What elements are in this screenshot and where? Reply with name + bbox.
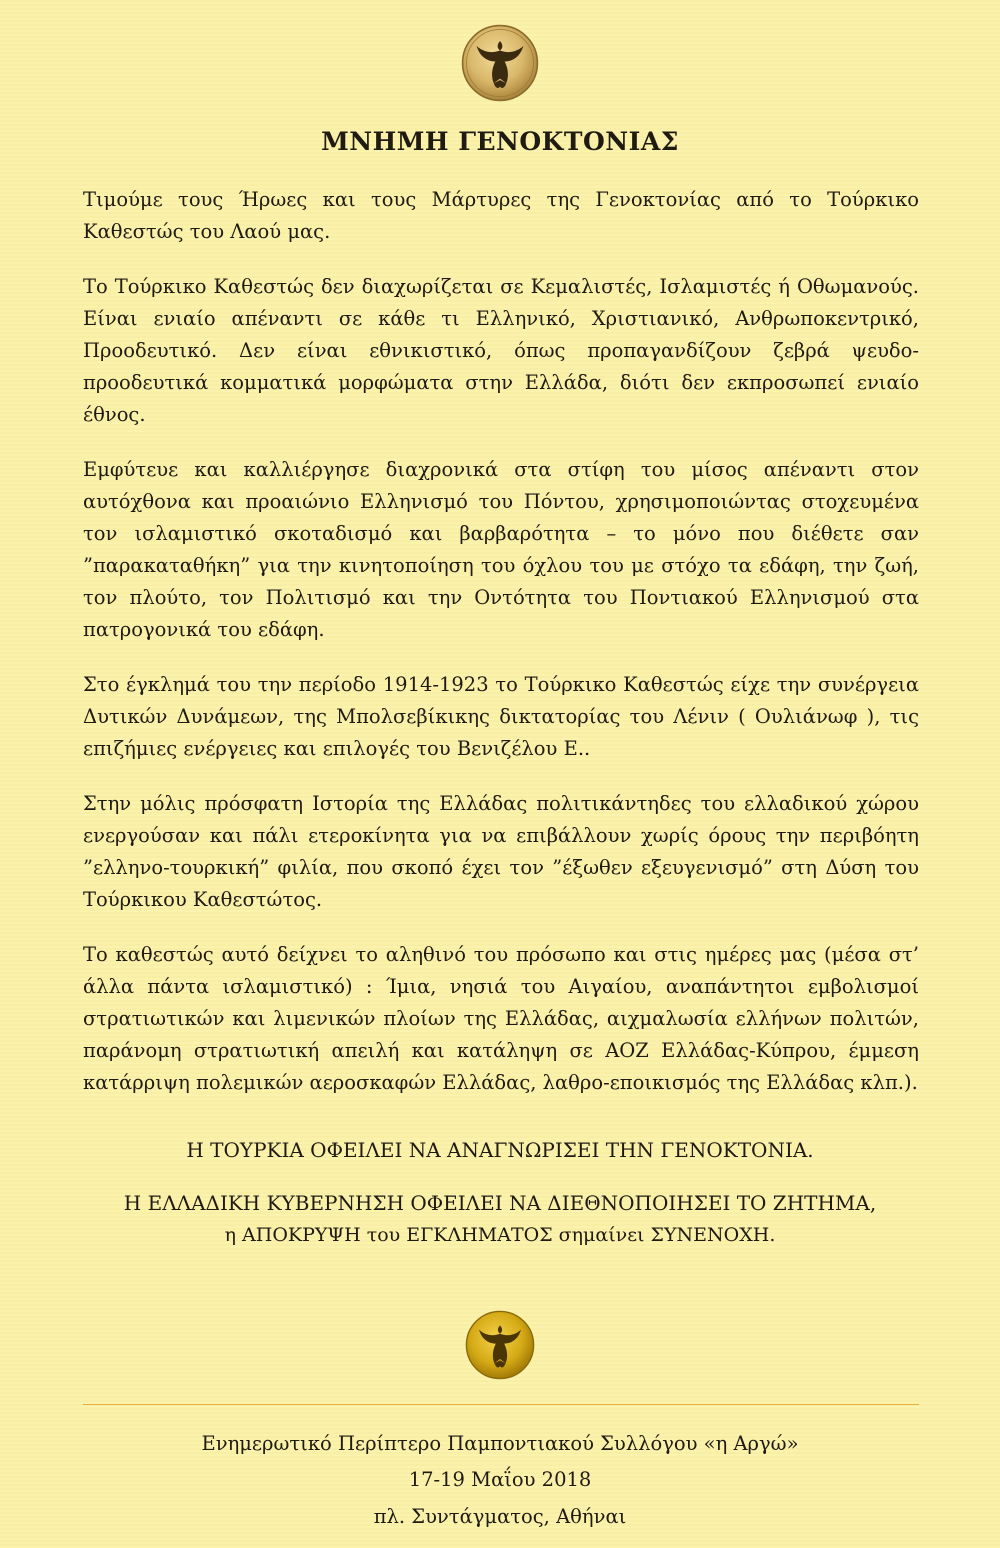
paragraph: Στην μόλις πρόσφατη Ιστορία της Ελλάδας πολιτικάντηδες του ελλαδικού χώρου ενεργούσαν και πάλι ετεροκίνητα για να επιβάλλουν χωρίς όρους την περιβόητη ”ελληνο-τουρκική” φιλία, που σκοπό έχει τον ”έξωθεν εξευγενισμό” στη Δύση του Τούρκικου Καθεστώτος. [83, 792, 919, 911]
phoenix-emblem-icon [461, 24, 539, 102]
paragraph: Το καθεστώς αυτό δείχνει το αληθινό του πρόσωπο και στις ημέρες μας (μέσα στ’ άλλα πάντα ισλαμιστικό) : Ίμια, νησιά του Αιγαίου, αναπάντητοι εμβολισμοί στρατιωτικών και λιμενικών πλοίων της Ελλάδας, αιχμαλωσία ελλήνων πολιτών, παράνομη στρατιωτική απειλή και κατάληψη σε ΑΟΖ Ελλάδας-Κύπρου, έμμεση κατάρριψη πολεμικών αεροσκαφών Ελλάδας, λαθρο-εποικισμός της Ελλάδας κλπ.). [83, 943, 919, 1094]
footer-organizer: Ενημερωτικό Περίπτερο Παμποντιακού Συλλόγου «η Αργώ» [201, 1432, 799, 1455]
body-text [83, 184, 919, 1122]
paragraph: Εμφύτευε και καλλιέργησε διαχρονικά στα στίφη του μίσος απέναντι στον αυτόχθονα και προαιώνιο Ελληνισμό του Πόντου, χρησιμοποιώντας στοχευμένα τον ισλαμιστικό σκοταδισμό και βαρβαρότητα – το μόνο που διέθετε σαν ”παρακαταθήκη” για την κινητοποίηση του όχλου του με στόχο τα εδάφη, την ζωή, τον πλούτο, τον Πολιτισμό και την Οντότητα του Ποντιακού Ελληνισμού στα πατρογονικά του εδάφη. [83, 458, 919, 641]
phoenix-emblem-icon [465, 1310, 535, 1380]
paragraph: Τιμούμε τους Ήρωες και τους Μάρτυρες της Γενοκτονίας από το Τούρκικο Καθεστώς του Λαού μας. [83, 188, 919, 243]
footer-location: πλ. Συντάγματος, Αθήναι [373, 1505, 627, 1528]
page-title: ΜΝΗΜΗ ΓΕΝΟΚΤΟΝΙΑΣ [321, 127, 679, 156]
closing-statement: η ΑΠΟΚΡΥΨΗ του ΕΓΚΛΗΜΑΤΟΣ σημαίνει ΣΥΝΕΝΟΧΗ. [224, 1224, 776, 1246]
footer-dates: 17-19 Μαΐου 2018 [408, 1468, 592, 1491]
paragraph: Στο έγκλημά του την περίοδο 1914-1923 το Τούρκικο Καθεστώς είχε την συνέργεια Δυτικών Δυνάμεων, της Μπολσεβίκικης δικτατορίας του Λένιν ( Ουλιάνωφ ), τις επιζήμιες ενέργειες και επιλογές του Βενιζέλου Ε.. [83, 673, 919, 760]
closing-statement: Η ΤΟΥΡΚΙΑ ΟΦΕΙΛΕΙ ΝΑ ΑΝΑΓΝΩΡΙΣΕΙ ΤΗΝ ΓΕΝΟΚΤΟΝΙΑ. [186, 1138, 814, 1162]
closing-statement: Η ΕΛΛΑΔΙΚΗ ΚΥΒΕΡΝΗΣΗ ΟΦΕΙΛΕΙ ΝΑ ΔΙΕΘΝΟΠΟΙΗΣΕΙ ΤΟ ΖΗΤΗΜΑ, [123, 1191, 877, 1215]
footer-divider [83, 1404, 919, 1405]
paragraph: Το Τούρκικο Καθεστώς δεν διαχωρίζεται σε Κεμαλιστές, Ισλαμιστές ή Οθωμανούς. Είναι ενιαίο απέναντι σε κάθε τι Ελληνικό, Χριστιανικό, Ανθρωποκεντρικό, Προοδευτικό. Δεν είναι εθνικιστικό, όπως προπαγανδίζουν ζεβρά ψευδο-προοδευτικά κομματικά μορφώματα στην Ελλάδα, διότι δεν εκπροσωπεί ενιαίο έθνος. [83, 275, 919, 426]
